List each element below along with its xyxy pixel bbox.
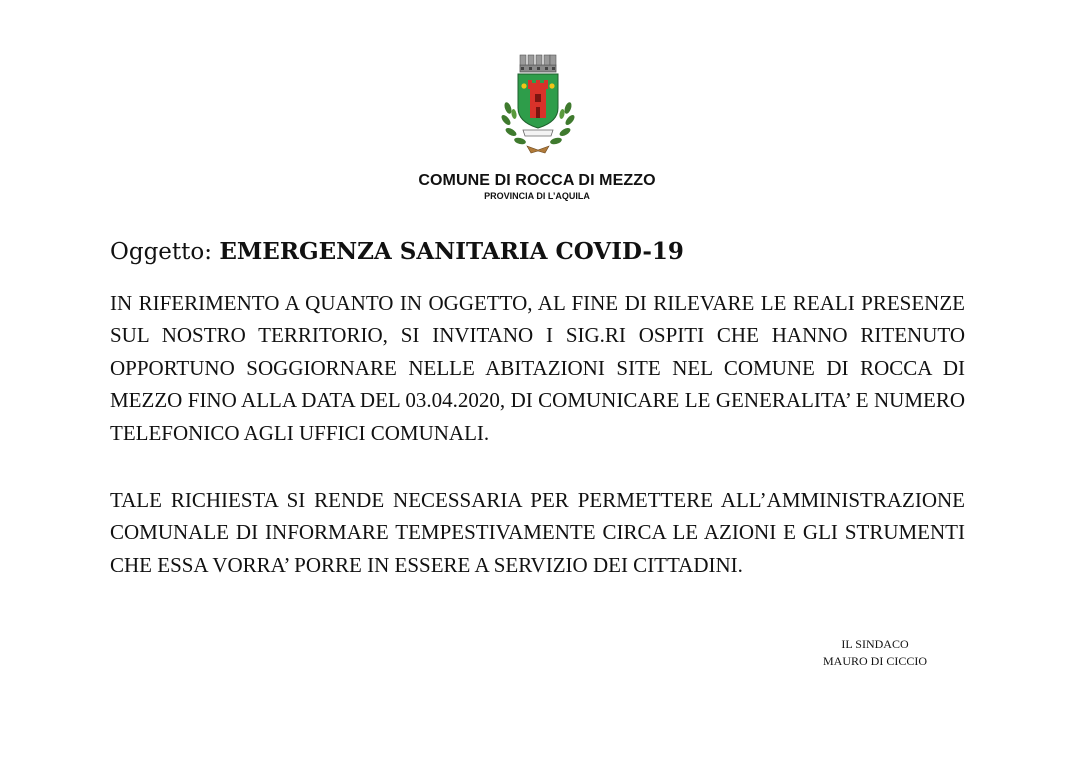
body-paragraph-1: IN RIFERIMENTO A QUANTO IN OGGETTO, AL FINE DI RILEVARE LE REALI PRESENZE SUL NOSTRO TERRITORIO, SI INVITANO I SIG.RI OSPITI CHE HANNO RITENUTO OPPORTUNO SOGGIORNARE NELLE ABITAZIONI SITE NEL COMUNE DI ROCCA DI MEZZO FINO ALLA DATA DEL 03.04.2020, DI COMUNICARE LE GENERALITA’ E NUMERO TELEFONICO AGLI UFFICI COMUNALI.: [110, 291, 965, 445]
star-left-icon: [521, 83, 526, 88]
subject-line: [110, 236, 684, 268]
signature-role: IL SINDACO: [841, 637, 909, 651]
coat-of-arms-icon: [497, 50, 579, 158]
subject-prefix: Oggetto:: [110, 239, 212, 265]
subject-title: EMERGENZA SANITARIA COVID-19: [219, 238, 684, 265]
star-right-icon: [549, 83, 554, 88]
letterhead: [0, 171, 1080, 202]
province-name: PROVINCIA DI L’AQUILA: [484, 191, 590, 201]
municipality-name: COMUNE DI ROCCA DI MEZZO: [418, 172, 656, 189]
body-paragraph-2: TALE RICHIESTA SI RENDE NECESSARIA PER PERMETTERE ALL’AMMINISTRAZIONE COMUNALE DI INFORMARE TEMPESTIVAMENTE CIRCA LE AZIONI E GLI STRUMENTI CHE ESSA VORRA’ PORRE IN ESSERE A SERVIZIO DEI CITTADINI.: [110, 488, 965, 577]
signature-block: [800, 636, 950, 670]
crown-icon: [520, 55, 556, 72]
signature-name: MAURO DI CICCIO: [822, 654, 927, 668]
ribbon-icon: [523, 130, 553, 136]
ribbon-knot-icon: [527, 146, 549, 153]
tower-icon: [528, 80, 548, 118]
